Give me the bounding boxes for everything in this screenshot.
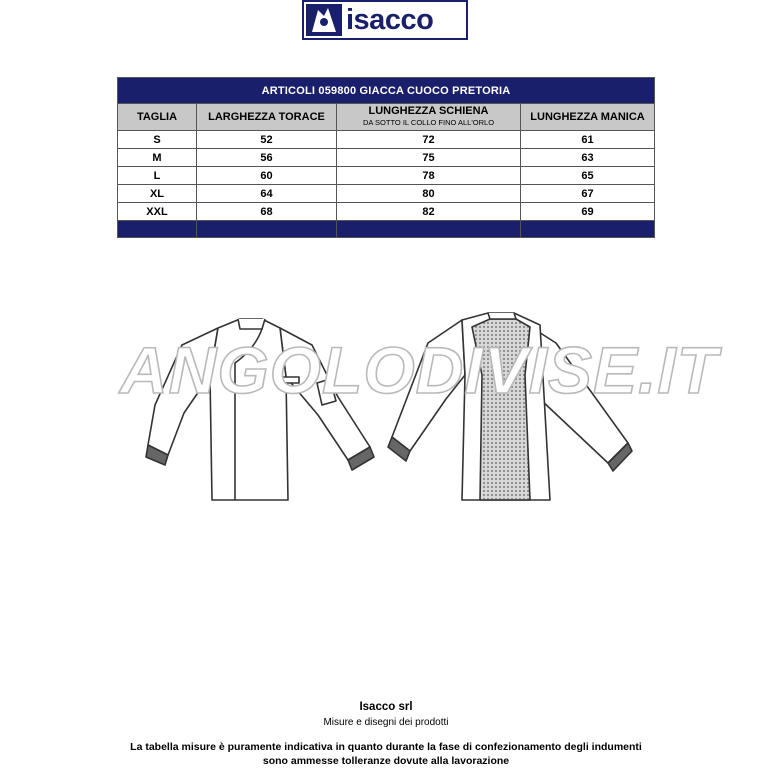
logo-mark-icon (306, 4, 342, 36)
size-cell: XL (118, 185, 197, 203)
back-cell: 82 (337, 203, 521, 221)
logo-text: isacco (346, 4, 434, 36)
disclaimer-line-2: sono ammesse tolleranze dovute alla lavorazione (262, 755, 510, 767)
header-schiena-label: LUNGHEZZA SCHIENA (368, 105, 489, 117)
back-cell: 72 (337, 131, 521, 149)
header-taglia: TAGLIA (118, 104, 197, 131)
header-manica: LUNGHEZZA MANICA (521, 104, 655, 131)
size-cell: L (118, 167, 197, 185)
table-row (118, 131, 655, 149)
company-name: Isacco srl (359, 701, 413, 713)
chest-cell: 56 (197, 149, 337, 167)
size-table (117, 77, 655, 238)
isacco-logo (302, 0, 468, 40)
chest-cell: 52 (197, 131, 337, 149)
back-cell: 75 (337, 149, 521, 167)
chest-cell: 60 (197, 167, 337, 185)
disclaimer (0, 740, 772, 768)
back-cell: 78 (337, 167, 521, 185)
table-header-row (118, 104, 655, 131)
sleeve-cell: 67 (521, 185, 655, 203)
sleeve-cell: 69 (521, 203, 655, 221)
footer-subtitle: Misure e disegni dei prodotti (323, 717, 449, 728)
chest-cell: 68 (197, 203, 337, 221)
disclaimer-line-1: La tabella misure è puramente indicativa in quanto durante la fase di confezionamento degli indumenti (130, 741, 642, 753)
sleeve-cell: 63 (521, 149, 655, 167)
sleeve-cell: 65 (521, 167, 655, 185)
table-row (118, 185, 655, 203)
table-title: ARTICOLI 059800 GIACCA CUOCO PRETORIA (118, 78, 655, 104)
table-row (118, 167, 655, 185)
table-footer-bar (118, 221, 655, 238)
size-cell: M (118, 149, 197, 167)
watermark-text: ANGOLODIVISE.IT (120, 333, 719, 407)
header-schiena (337, 104, 521, 131)
header-torace: LARGHEZZA TORACE (197, 104, 337, 131)
sleeve-cell: 61 (521, 131, 655, 149)
table-title-row (118, 78, 655, 104)
chest-cell: 64 (197, 185, 337, 203)
table-row (118, 203, 655, 221)
table-row (118, 149, 655, 167)
back-cell: 80 (337, 185, 521, 203)
header-schiena-sub: DA SOTTO IL COLLO FINO ALL'ORLO (362, 118, 495, 127)
size-cell: S (118, 131, 197, 149)
size-cell: XXL (118, 203, 197, 221)
